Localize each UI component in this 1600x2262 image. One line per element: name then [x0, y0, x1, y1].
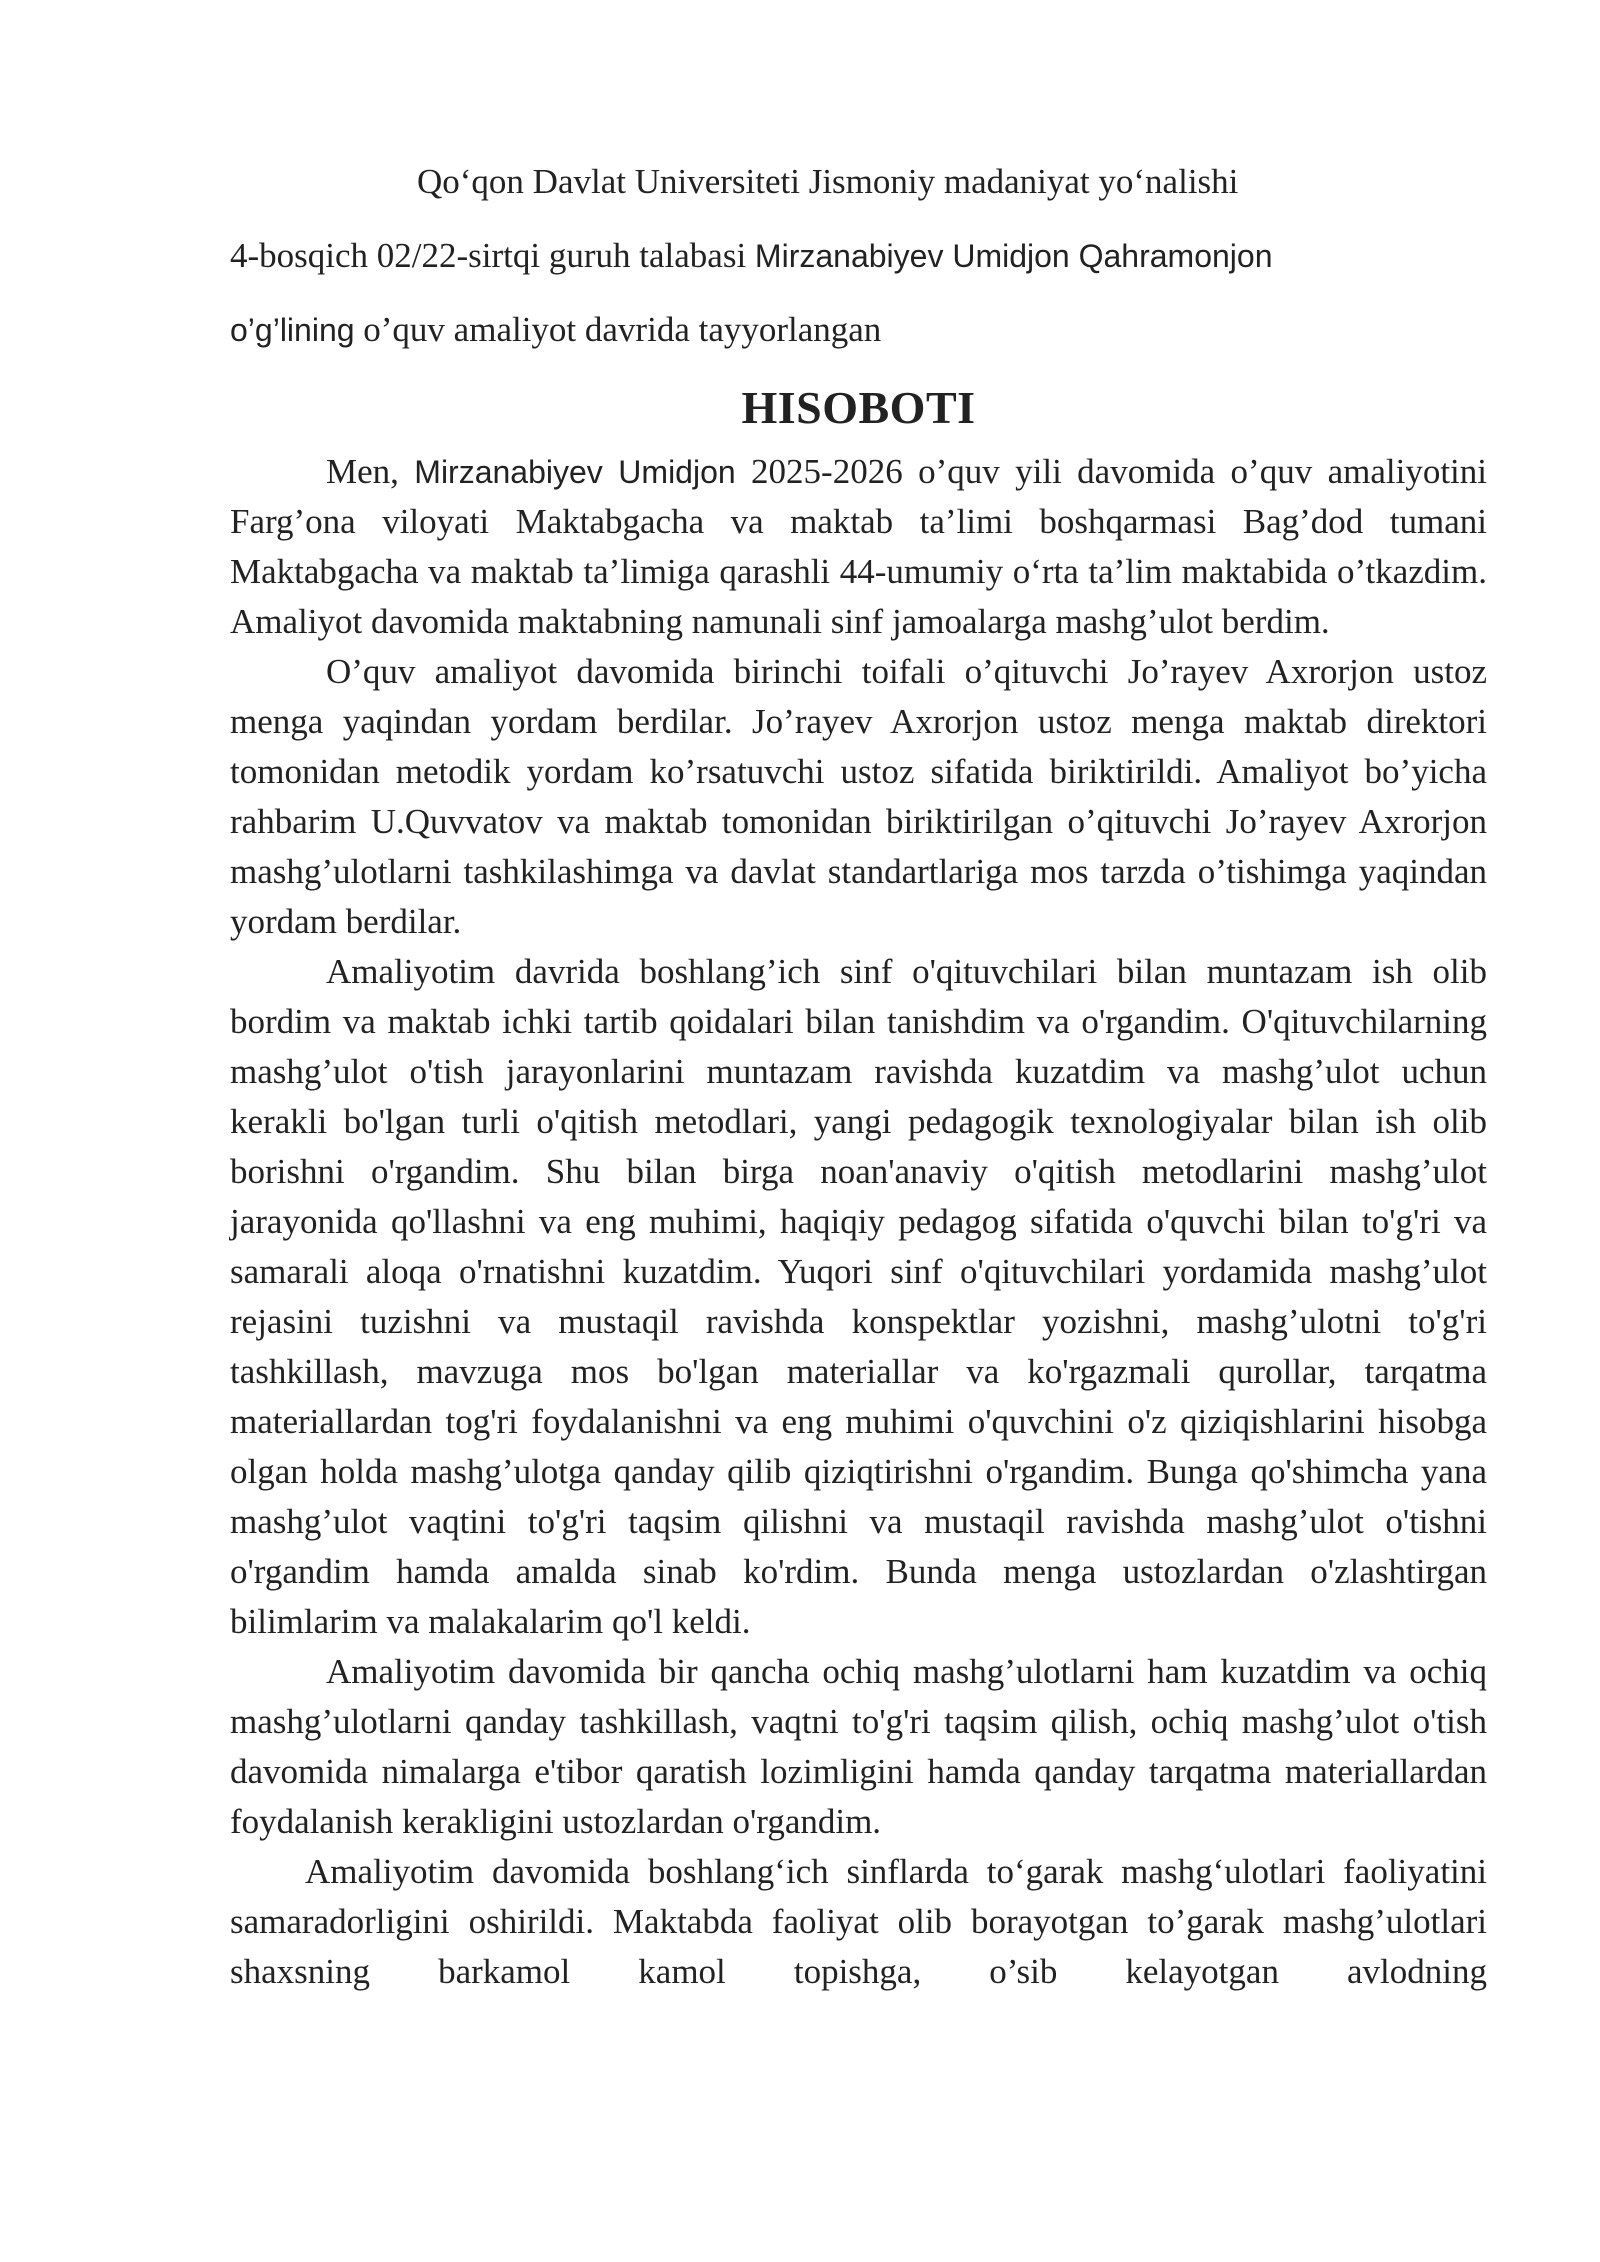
header-group-text: 4-bosqich 02/22-sirtqi guruh talabasi [230, 236, 755, 275]
document-title: HISOBOTI [741, 382, 976, 433]
paragraph-5: Amaliyotim davomida boshlang‘ich sinflarda to‘garak mashg‘ulotlari faoliyatini samaradorligini oshirildi. Maktabda faoliyat olib borayotgan to’garak mashg’ulotlari shaxsning barkamol kamol topishga, o’sib kelayotgan avlodning [230, 1852, 1487, 1991]
header-patronymic-suffix: o’g’lining [230, 312, 355, 348]
paragraph-2: O’quv amaliyot davomida birinchi toifali o’qituvchi Jo’rayev Axrorjon ustoz menga yaqindan yordam berdilar. Jo’rayev Axrorjon ustoz menga maktab direktori tomonidan metodik yordam ko’rsatuvchi ustoz sifatida biriktirildi. Amaliyot bo’yicha rahbarim U.Quvvatov va maktab tomonidan biriktirilgan o’qituvchi Jo’rayev Axrorjon mashg’ulotlarni tashkilashimga va davlat standartlariga mos tarzda o’tishimga yaqindan yordam berdilar. [230, 652, 1487, 941]
header-report-text: o’quv amaliyot davrida tayyorlangan [354, 310, 882, 349]
header-line-report-desc [230, 293, 1487, 367]
header-line-student [230, 219, 1487, 293]
paragraph-1-student-name: Mirzanabiyev Umidjon [414, 454, 736, 490]
paragraph-3: Amaliyotim davrida boshlang’ich sinf o'qituvchilari bilan muntazam ish olib bordim va maktab ichki tartib qoidalari bilan tanishdim va o'rgandim. O'qituvchilarning mashg’ulot o'tish jarayonlarini muntazam ravishda kuzatdim va mashg’ulot uchun kerakli bo'lgan turli o'qitish metodlari, yangi pedagogik texnologiyalar bilan ish olib borishni o'rgandim. Shu bilan birga noan'anaviy o'qitish metodlarini mashg’ulot jarayonida qo'llashni va eng muhimi, haqiqiy pedagog sifatida o'quvchi bilan to'g'ri va samarali aloqa o'rnatishni kuzatdim. Yuqori sinf o'qituvchilari yordamida mashg’ulot rejasini tuzishni va mustaqil ravishda konspektlar yozishni, mashg’ulotni to'g'ri tashkillash, mavzuga mos bo'lgan materiallar va ko'rgazmali qurollar, tarqatma materiallardan tog'ri foydalanishni va eng muhimi o'quvchini o'z qiziqishlarini hisobga olgan holda mashg’ulotga qanday qilib qiziqtirishni o'rgandim. Bunga qo'shimcha yana mashg’ulot vaqtini to'g'ri taqsim qilishni va mustaqil ravishda mashg’ulot o'tishni o'rgandim hamda amalda sinab ko'rdim. Bunda menga ustozlardan o'zlashtirgan bilimlarim va malakalarim qo'l keldi. [230, 952, 1487, 1641]
paragraph-4: Amaliyotim davomida bir qancha ochiq mashg’ulotlarni ham kuzatdim va ochiq mashg’ulotlarni qanday tashkillash, vaqtni to'g'ri taqsim qilish, ochiq mashg’ulot o'tish davomida nimalarga e'tibor qaratish lozimligini hamda qanday tarqatma materiallardan foydalanish kerakligini ustozlardan o'rgandim. [230, 1652, 1487, 1841]
document-page [230, 145, 1487, 1997]
student-full-name: Mirzanabiyev Umidjon Qahramonjon [754, 238, 1273, 274]
paragraph-1-start: Men, [326, 452, 415, 491]
paragraph-1 [230, 447, 1487, 647]
paragraph-1-rest: 2025-2026 o’quv yili davomida o’quv amaliyotini Farg’ona viloyati Maktabgacha va maktab ta’limi boshqarmasi Bag’dod tumani Maktabgacha va maktab ta’limiga qarashli 44-umumiy o‘rta ta’lim maktabida o’tkazdim. Amaliyot davomida maktabning namunali sinf jamoalarga mashg’ulot berdim. [230, 452, 1487, 641]
header-line-university: Qo‘qon Davlat Universiteti Jismoniy madaniyat yo‘nalishi [417, 162, 1239, 201]
